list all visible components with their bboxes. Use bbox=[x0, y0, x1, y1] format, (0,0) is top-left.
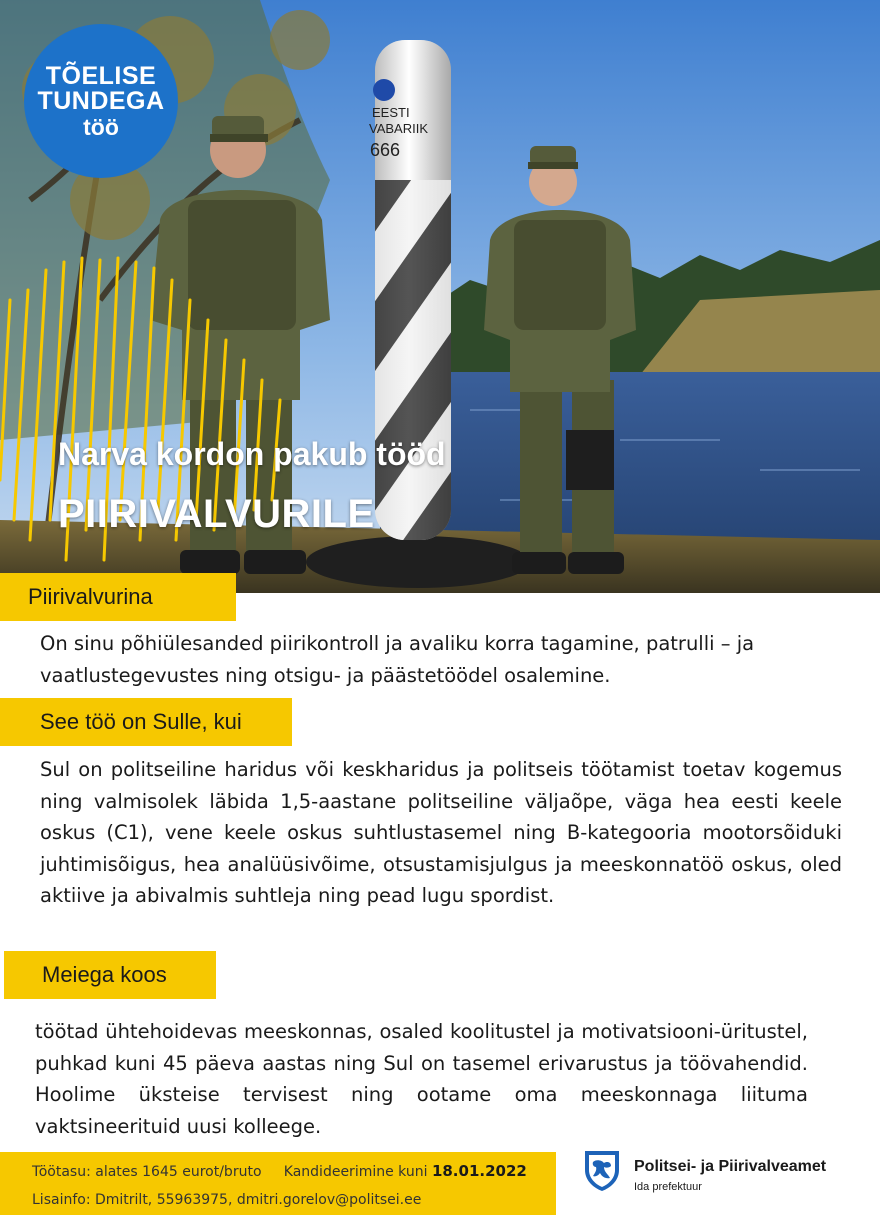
section-text-benefits: töötad ühtehoidevas meeskonnas, osaled koolitustel ja motivatsiooni-üritustel, puhkad kuni 45 päeva aastas ning Sul on tasemel erivarustus ja töövahendid. Hoolime üksteise tervisest ning ootame oma meeskonnaga liituma vaktsineerituid uusi kolleege. bbox=[35, 1020, 808, 1138]
svg-text:EESTI: EESTI bbox=[372, 105, 410, 120]
svg-text:VABARIIK: VABARIIK bbox=[369, 121, 429, 136]
svg-text:666: 666 bbox=[370, 140, 401, 160]
section-text-requirements: Sul on politseiline haridus või keskharidus ja politseis töötamist toetav kogemus ning valmisolek läbida 1,5-aastane politseiline väljaõpe, väga hea eesti keele oskus (C1), vene keele oskus suhtlustasemel ning B-kategooria mootorsõiduki juhtimisõigus, hea analüüsivõime, otsustamisjulgus ja meeskonnatöö oskus, oled aktiive ja abivalmis suhtleja ning pead lugu spordist. bbox=[40, 758, 842, 907]
campaign-badge bbox=[24, 24, 178, 178]
organization-name: Politsei- ja Piirivalveamet bbox=[634, 1158, 827, 1175]
footer-row-salary bbox=[32, 1162, 527, 1180]
organization-subtitle: Ida prefektuur bbox=[634, 1181, 702, 1193]
section-label-benefits: Meiega koos bbox=[4, 951, 216, 999]
badge-line-2: TUNDEGA bbox=[37, 86, 165, 115]
section-label-requirements: See töö on Sulle, kui bbox=[0, 698, 292, 746]
hero-title: Narva kordon pakub tööd bbox=[58, 436, 446, 472]
post-base bbox=[306, 536, 530, 588]
contact-text: Lisainfo: Dmitrilt, 55963975, dmitri.gorelov@politsei.ee bbox=[32, 1192, 422, 1208]
footer-info bbox=[0, 1152, 556, 1215]
hero-subtitle: PIIRIVALVURILE bbox=[58, 492, 375, 536]
badge-line-3: töö bbox=[83, 113, 119, 140]
salary-text: Töötasu: alates 1645 eurot/bruto bbox=[32, 1164, 262, 1180]
police-shield-icon bbox=[582, 1148, 622, 1192]
deadline-label: Kandideerimine kuni bbox=[283, 1164, 428, 1180]
section-text-duties: On sinu põhiülesanded piirikontroll ja avaliku korra tagamine, patrulli – ja vaatlustegevustes ning otsigu- ja päästetöödel osalemine. bbox=[40, 632, 755, 687]
badge-line-1: TÕELISE bbox=[45, 61, 157, 90]
deadline-date: 18.01.2022 bbox=[431, 1162, 527, 1180]
organization-logo bbox=[582, 1148, 872, 1194]
section-label-duties: Piirivalvurina bbox=[0, 573, 236, 621]
